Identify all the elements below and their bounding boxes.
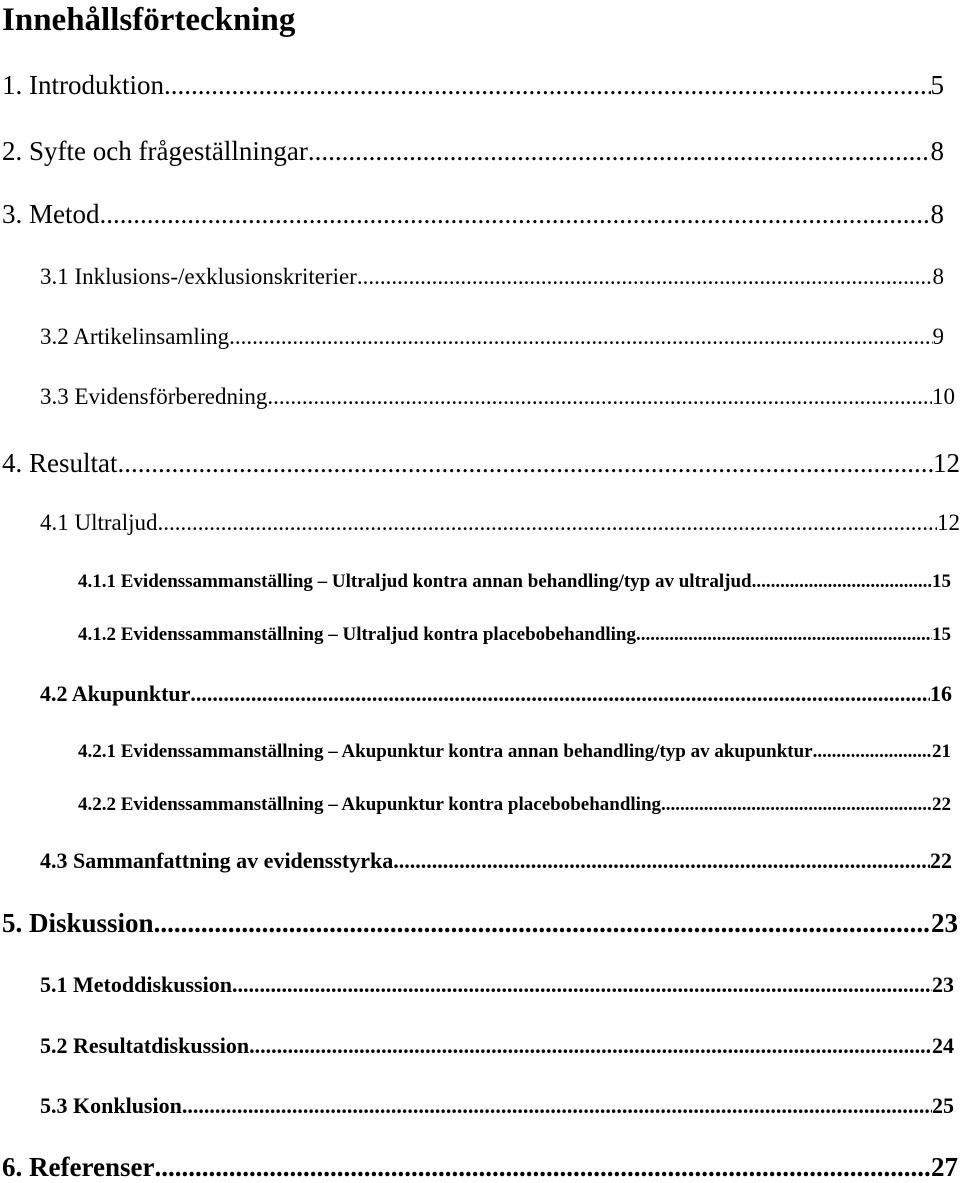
toc-leader (229, 325, 932, 348)
toc-page-number: 8 (932, 264, 944, 289)
toc-entry-label: 4.1.1 Evidenssammanställing – Ultraljud kontra annan behandling/typ av ultraljud (78, 571, 752, 592)
toc-leader (232, 974, 932, 996)
toc-leader (182, 1095, 932, 1117)
toc-entry-label: 2. Syfte och frågeställningar (2, 136, 308, 166)
toc-entry[interactable] (78, 795, 951, 814)
toc-leader (813, 742, 932, 761)
toc-entry-label: 3. Metod (2, 199, 100, 229)
toc-entry[interactable] (2, 72, 944, 99)
toc-entry-label: 5.3 Konklusion (40, 1093, 182, 1118)
toc-leader (752, 572, 932, 591)
toc-page-number: 23 (932, 972, 954, 997)
toc-page-number: 22 (930, 848, 952, 873)
toc-entry[interactable] (2, 1154, 958, 1181)
toc-entry[interactable] (40, 1095, 954, 1117)
toc-page-number: 12 (937, 510, 960, 535)
toc-entry[interactable] (40, 974, 954, 996)
toc-entry-label: 4.2 Akupunktur (40, 681, 191, 706)
toc-entry[interactable] (78, 572, 951, 591)
toc-leader (118, 450, 934, 477)
toc-leader (636, 625, 932, 644)
toc-leader (393, 850, 930, 872)
toc-page-number: 10 (932, 384, 955, 409)
toc-leader (164, 72, 931, 99)
toc-page-number: 21 (932, 741, 951, 762)
toc-page-number: 9 (932, 324, 944, 349)
toc-entry[interactable] (2, 910, 958, 937)
toc-entry[interactable] (2, 138, 944, 165)
toc-page-number: 15 (932, 624, 951, 645)
toc-entry-label: 4.1 Ultraljud (40, 510, 158, 535)
toc-page-number: 25 (932, 1093, 954, 1118)
toc-entry[interactable] (40, 683, 952, 705)
toc-entry-label: 4.3 Sammanfattning av evidensstyrka (40, 848, 394, 873)
toc-leader (158, 511, 937, 534)
page-title: Innehållsförteckning (2, 2, 296, 38)
toc-entry-label: 5.2 Resultatdiskussion (40, 1033, 250, 1058)
toc-page-number: 24 (932, 1033, 954, 1058)
toc-entry-label: 1. Introduktion (2, 70, 164, 100)
toc-entry[interactable] (2, 201, 944, 228)
toc-entry-label: 4.2.2 Evidenssammanställning – Akupunktur kontra placebobehandling (78, 794, 662, 815)
toc-leader (190, 683, 930, 705)
toc-entry-label: 5.1 Metoddiskussion (40, 972, 232, 997)
toc-entry-label: 5. Diskussion (2, 908, 154, 938)
toc-entry-label: 3.2 Artikelinsamling (40, 324, 230, 349)
toc-leader (154, 1154, 931, 1181)
toc-entry[interactable] (40, 1035, 954, 1057)
toc-entry-label: 3.1 Inklusions-/exklusionskriterier (40, 264, 357, 289)
toc-page-number: 23 (931, 908, 958, 938)
toc-page-number: 22 (932, 794, 951, 815)
toc-leader (308, 138, 931, 165)
toc-page-number: 12 (933, 448, 960, 478)
toc-entry-label: 4. Resultat (2, 448, 118, 478)
toc-entry-label: 3.3 Evidensförberedning (40, 384, 268, 409)
toc-leader (661, 795, 932, 814)
toc-page-number: 16 (930, 681, 952, 706)
toc-entry-label: 6. Referenser (2, 1152, 155, 1182)
toc-entry[interactable] (40, 265, 944, 288)
toc-entry-label: 4.1.2 Evidenssammanställning – Ultraljud kontra placebobehandling (78, 624, 636, 645)
toc-page-number: 8 (930, 136, 944, 166)
toc-page-number: 27 (931, 1152, 958, 1182)
toc-entry[interactable] (78, 625, 951, 644)
toc-leader (249, 1035, 932, 1057)
toc-entry[interactable] (78, 742, 951, 761)
toc-leader (154, 910, 931, 937)
toc-page-number: 5 (930, 70, 944, 100)
toc-page-number: 8 (930, 199, 944, 229)
toc-entry[interactable] (40, 325, 944, 348)
toc-page-number: 15 (932, 571, 951, 592)
toc-entry[interactable] (40, 850, 952, 872)
toc-entry[interactable] (40, 385, 955, 408)
toc-leader (100, 201, 931, 228)
toc-leader (357, 265, 933, 288)
toc-entry[interactable] (40, 511, 960, 534)
toc-leader (267, 385, 932, 408)
toc-entry[interactable] (2, 450, 960, 477)
toc-entry-label: 4.2.1 Evidenssammanställning – Akupunktur kontra annan behandling/typ av akupunktur (78, 741, 813, 762)
